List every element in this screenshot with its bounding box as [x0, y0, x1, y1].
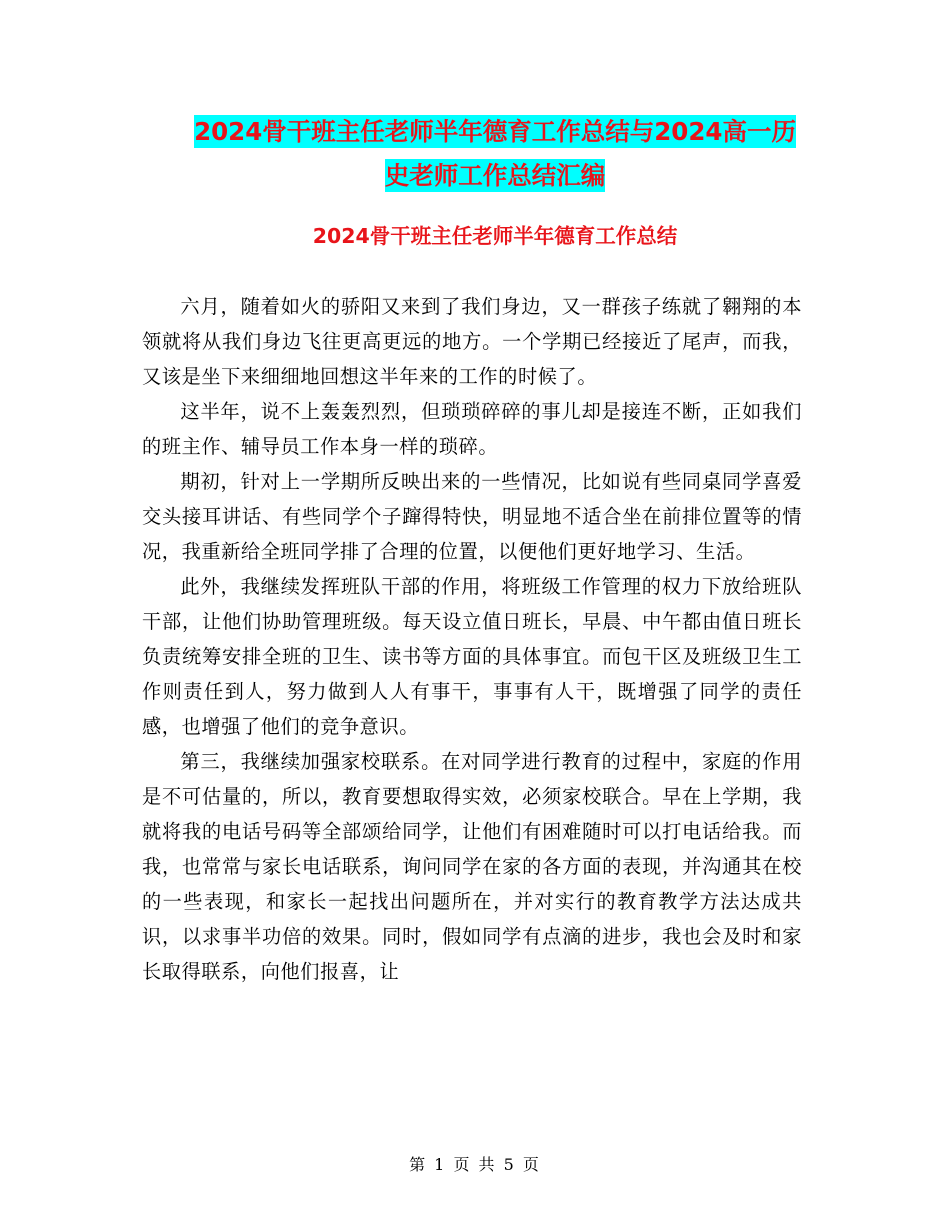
document-title-line-1: 2024骨干班主任老师半年德育工作总结与2024高一历 [194, 117, 796, 146]
paragraph: 六月，随着如火的骄阳又来到了我们身边，又一群孩子练就了翱翔的本领就将从我们身边飞往更高更远的地方。一个学期已经接近了尾声，而我，又该是坐下来细细地回想这半年来的工作的时候了。 [142, 295, 802, 388]
section-title: 2024骨干班主任老师半年德育工作总结 [312, 224, 678, 248]
paragraph: 这半年，说不上轰轰烈烈，但琐琐碎碎的事儿却是接连不断，正如我们的班主作、辅导员工作本身一样的琐碎。 [142, 400, 802, 458]
paragraph: 第三，我继续加强家校联系。在对同学进行教育的过程中，家庭的作用是不可估量的，所以，教育要想取得实效，必须家校联合。早在上学期，我就将我的电话号码等全部颂给同学，让他们有困难随时可以打电话给我。而我，也常常与家长电话联系，询问同学在家的各方面的表现，并沟通其在校的一些表现，和家长一起找出问题所在，并对实行的教育教学方法达成共识，以求事半功倍的效果。同时，假如同学有点滴的进步，我也会及时和家长取得联系，向他们报喜，让 [142, 750, 802, 983]
paragraph: 期初，针对上一学期所反映出来的一些情况，比如说有些同桌同学喜爱交头接耳讲话、有些同学个子蹿得特快，明显地不适合坐在前排位置等的情况，我重新给全班同学排了合理的位置，以便他们更好地学习、生活。 [142, 470, 802, 563]
paragraph: 此外，我继续发挥班队干部的作用，将班级工作管理的权力下放给班队干部，让他们协助管理班级。每天设立值日班长，早晨、中午都由值日班长负责统筹安排全班的卫生、读书等方面的具体事宜。而包干区及班级卫生工作则责任到人，努力做到人人有事干，事事有人干，既增强了同学的责任感，也增强了他们的竞争意识。 [142, 575, 802, 738]
document-title [140, 110, 850, 198]
document-body [142, 289, 802, 989]
page-footer: 第 1 页 共 5 页 [409, 1155, 541, 1174]
document-title-line-2: 史老师工作总结汇编 [384, 161, 606, 190]
